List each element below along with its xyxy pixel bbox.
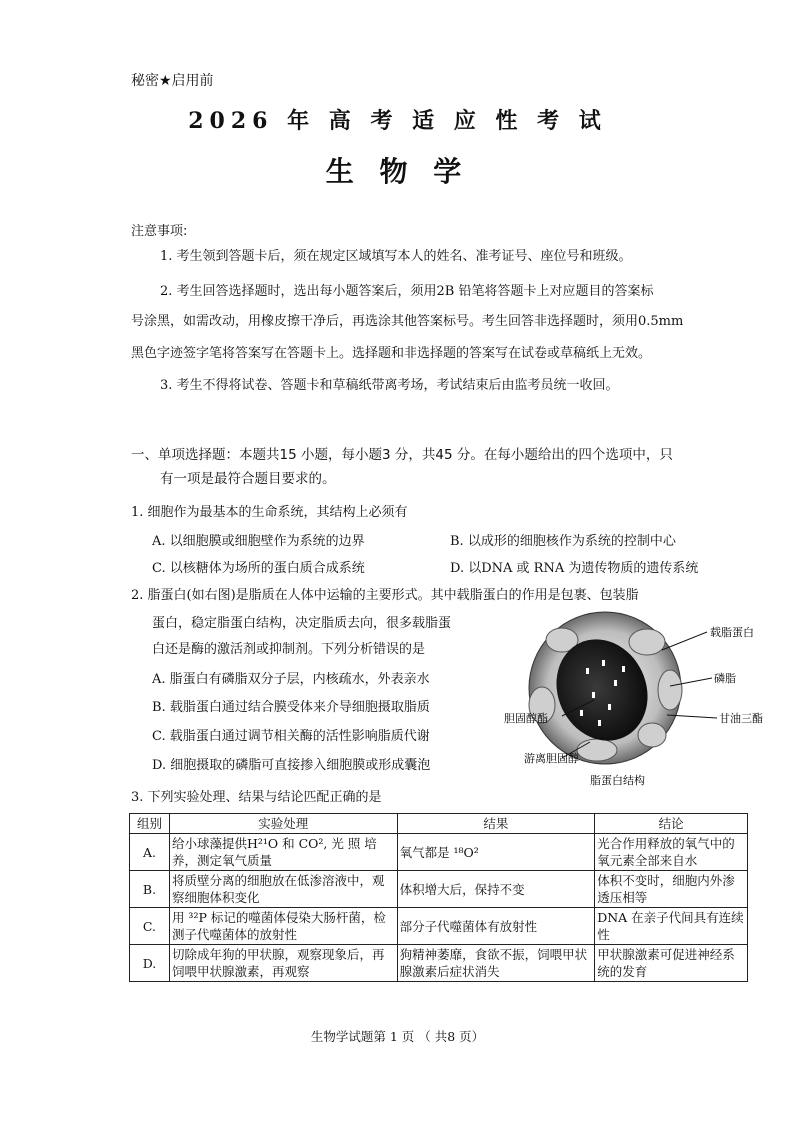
row-result: 氧气都是 ¹⁸O² [397,834,595,871]
notice-item-3: 3. 考生不得将试卷、答题卡和草稿纸带离考场，考试结束后由监考员统一收回。 [160,378,619,393]
label-free-cholesterol: 游离胆固醇 [524,752,579,765]
q2-option-c: C. 载脂蛋白通过调节相关酶的活性影响脂质代谢 [152,729,430,744]
label-cholesterol-ester: 胆固醇酯 [504,712,548,725]
header-conclusion: 结论 [595,814,748,834]
row-result: 体积增大后，保持不变 [397,871,595,908]
row-group: A. [130,834,170,871]
notice-item-2-cont2: 黑色字迹签字笔将答案写在答题卡上。选择题和非选择题的答案写在试卷或草稿纸上无效。 [131,346,652,361]
table-row [130,871,748,908]
q1-option-d: D. 以DNA 或 RNA 为遗传物质的遗传系统 [450,561,699,576]
row-group: C. [130,908,170,945]
q2-option-b: B. 载脂蛋白通过结合膜受体来介导细胞摄取脂质 [152,700,430,715]
q2-stem-1: 2. 脂蛋白(如右图)是脂质在人体中运输的主要形式。其中载脂蛋白的作用是包裹、包装脂 [131,588,639,603]
q1-option-b: B. 以成形的细胞核作为系统的控制中心 [450,534,676,549]
q1-option-a: A. 以细胞膜或细胞壁作为系统的边界 [152,534,365,549]
label-triglyceride: 甘油三酯 [719,712,763,725]
row-conclusion: 体积不变时，细胞内外渗透压相等 [595,871,748,908]
row-treatment: 用 ³²P 标记的噬菌体侵染大肠杆菌，检测子代噬菌体的放射性 [169,908,397,945]
notice-item-2: 2. 考生回答选择题时，选出每小题答案后，须用2B 铅笔将答题卡上对应题目的答案标 [160,284,654,299]
row-conclusion: 甲状腺激素可促进神经系统的发育 [595,945,748,982]
notice-item-1: 1. 考生领到答题卡后，须在规定区域填写本人的姓名、准考证号、座位号和班级。 [160,249,632,264]
table-row [130,945,748,982]
q2-option-d: D. 细胞摄取的磷脂可直接掺入细胞膜或形成囊泡 [152,758,431,773]
row-result: 部分子代噬菌体有放射性 [397,908,595,945]
row-conclusion: DNA 在亲子代间具有连续性 [595,908,748,945]
header-treatment: 实验处理 [169,814,397,834]
lipoprotein-figure [502,610,792,815]
section-heading-cont: 有一项是最符合题目要求的。 [160,471,336,487]
q2-stem-2: 蛋白，稳定脂蛋白结构，决定脂质去向，很多载脂蛋 [152,616,452,631]
notice-item-2-cont: 号涂黑，如需改动，用橡皮擦干净后，再选涂其他答案标号。考生回答非选择题时，须用0.5mm [131,314,684,329]
secret-label: 秘密★启用前 [131,73,214,89]
header-group: 组别 [130,814,170,834]
table-header-row [130,814,748,834]
table-row [130,908,748,945]
lipoprotein-diagram [502,610,792,815]
table-row [130,834,748,871]
q1-option-c: C. 以核糖体为场所的蛋白质合成系统 [152,561,365,576]
row-group: D. [130,945,170,982]
q1-stem: 1. 细胞作为最基本的生命系统，其结构上必须有 [131,505,408,520]
q2-option-a: A. 脂蛋白有磷脂双分子层，内核疏水，外表亲水 [152,672,430,687]
row-group: B. [130,871,170,908]
section-heading: 一、单项选择题：本题共15 小题，每小题3 分，共45 分。在每小题给出的四个选项中，只 [131,447,673,463]
row-treatment: 将质壁分离的细胞放在低渗溶液中，观察细胞体积变化 [169,871,397,908]
label-phospholipid: 磷脂 [714,672,736,685]
q3-stem: 3. 下列实验处理、结果与结论匹配正确的是 [131,790,382,805]
header-result: 结果 [397,814,595,834]
row-treatment: 切除成年狗的甲状腺，观察现象后，再饲喂甲状腺激素，再观察 [169,945,397,982]
row-treatment: 给小球藻提供H²¹O 和 CO², 光 照 培养，测定氧气质量 [169,834,397,871]
notice-heading: 注意事项: [131,224,188,239]
q3-table [129,813,748,982]
subject-title: 生 物 学 [325,155,470,188]
row-conclusion: 光合作用释放的氧气中的氧元素全部来自水 [595,834,748,871]
exam-title: 2026 年 高 考 适 应 性 考 试 [188,108,607,134]
label-apolipoprotein: 载脂蛋白 [710,626,754,639]
page-footer: 生物学试题第 1 页 （ 共8 页） [310,1029,485,1044]
figure-caption: 脂蛋白结构 [590,774,645,787]
row-result: 狗精神萎靡，食欲不振，饲喂甲状腺激素后症状消失 [397,945,595,982]
q2-stem-3: 白还是酶的激活剂或抑制剂。下列分析错误的是 [152,642,426,657]
